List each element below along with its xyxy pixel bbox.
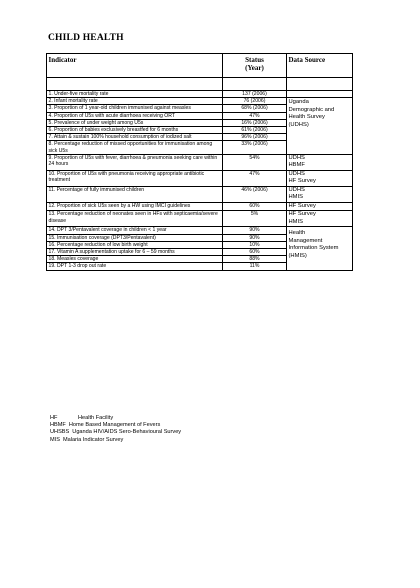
status-cell: 47%	[223, 112, 287, 119]
status-cell: 10%	[223, 241, 287, 248]
legend-meaning: Uganda HIV/AIDS Sero-Behavioural Survey	[72, 429, 182, 436]
table-row	[47, 91, 353, 98]
legend-item	[50, 429, 181, 436]
legend-meaning: Health Facility	[78, 415, 114, 421]
indicator-cell: 16. Percentage reduction of low birth weight	[47, 241, 223, 248]
source-line: (UDHS)	[288, 121, 309, 128]
source-line: HMIS	[288, 218, 303, 225]
indicator-cell: 4. Proportion of U5s with acute diarrhoea receiving ORT	[47, 112, 223, 119]
legend-abbreviation: MIS	[50, 436, 60, 443]
source-line: HMIS	[288, 194, 303, 201]
status-cell: 16% (2006)	[223, 119, 287, 126]
source-line: Information System	[288, 245, 339, 252]
indicator-cell: 8. Percentage reduction of missed opportunities for immunisation among sick U5s	[47, 141, 223, 154]
indicator-cell: 10. Proportion of U5s with pneumonia receiving appropriate antibiotic treatment	[47, 170, 223, 186]
table-row	[47, 170, 353, 186]
legend-abbreviation: UHSBS	[50, 429, 70, 436]
status-cell: 68% (2006)	[223, 105, 287, 112]
legend-meaning: Malaria Indicator Survey	[62, 436, 124, 443]
source-cell	[287, 170, 353, 186]
source-line: Health Survey	[288, 114, 325, 121]
indicator-cell: 14. DPT 3/Pentavalent coverage in children < 1 year	[47, 227, 223, 234]
legend-abbreviation: HBMF	[50, 422, 66, 429]
page-title: CHILD HEALTH	[48, 33, 124, 43]
table-header-row	[47, 54, 353, 78]
status-cell: 47%	[223, 170, 287, 186]
indicator-cell: 7. Attain & sustain 100% household consumption of iodized salt	[47, 134, 223, 141]
indicator-cell: 6. Proportion of babies exclusively breastfed for 6 months	[47, 127, 223, 134]
indicator-cell: 11. Percentage of fully immunised children	[47, 186, 223, 202]
table-row	[47, 186, 353, 202]
source-cell	[287, 202, 353, 211]
status-cell: 5%	[223, 211, 287, 227]
source-line: HF Survey	[288, 202, 316, 209]
source-line: UDHS	[288, 170, 305, 177]
source-line: Uganda	[288, 99, 309, 106]
indicator-cell: 9. Proportion of U5s with fever, diarrhoea & pneumonia seeking care within 24 hours	[47, 154, 223, 170]
status-cell: 33% (2006)	[223, 141, 287, 154]
source-cell	[287, 186, 353, 202]
status-cell: 88%	[223, 256, 287, 263]
indicator-cell: 18. Measles coverage	[47, 256, 223, 263]
indicator-cell: 1. Under-five mortality rate	[47, 91, 223, 98]
source-cell	[287, 227, 353, 270]
legend-meaning: Home Based Management of Fevers	[68, 422, 161, 429]
source-line: Management	[288, 237, 323, 244]
source-line: HF Survey	[288, 178, 316, 185]
legend-item	[50, 437, 181, 444]
header-data-source: Data Source	[287, 54, 353, 78]
child-health-table	[46, 53, 353, 271]
legend-item	[50, 422, 181, 429]
source-line: HBMF	[288, 162, 305, 169]
source-line: Demographic and	[288, 106, 335, 113]
abbreviation-legend	[50, 415, 181, 444]
status-cell: 137 (2006)	[223, 91, 287, 98]
table-row	[47, 154, 353, 170]
status-cell: 76 (2006)	[223, 98, 287, 105]
status-cell: 90%	[223, 234, 287, 241]
status-cell: 61% (2006)	[223, 127, 287, 134]
status-cell: 46% (2006)	[223, 186, 287, 202]
status-cell: 60%	[223, 248, 287, 255]
source-cell	[287, 154, 353, 170]
indicator-cell: 17. Vitamin A supplementation uptake for 6 – 59 months	[47, 248, 223, 255]
spacer-row	[47, 78, 353, 91]
indicator-cell: 5. Prevalence of under weight among U5s	[47, 119, 223, 126]
table-row	[47, 227, 353, 234]
header-status: Status (Year)	[223, 54, 287, 78]
source-cell	[287, 211, 353, 227]
legend-abbreviation: HF	[50, 415, 58, 421]
source-cell	[287, 98, 353, 155]
source-line: (HMIS)	[288, 252, 307, 259]
source-cell	[287, 91, 353, 98]
status-cell: 54%	[223, 154, 287, 170]
status-cell: 60%	[223, 202, 287, 211]
legend-item	[50, 415, 181, 422]
table-row	[47, 98, 353, 105]
indicator-cell: 12. Proportion of sick U5s seen by a HW using IMCI guidelines	[47, 202, 223, 211]
header-indicator: Indicator	[47, 54, 223, 78]
table-row	[47, 202, 353, 211]
source-line: HF Survey	[288, 211, 316, 218]
status-cell: 90%	[223, 227, 287, 234]
indicator-cell: 13. Percentage reduction of neonates seen in HFs with septicaemia/severe disease	[47, 211, 223, 227]
indicator-cell: 3. Proportion of 1 year-old children immunised against measles	[47, 105, 223, 112]
status-cell: 96% (2006)	[223, 134, 287, 141]
indicator-cell: 15. Immunisation coverage (DPT3/Pentavalent)	[47, 234, 223, 241]
indicator-cell: 19. DPT 1-3 drop out rate	[47, 263, 223, 270]
source-line: UDHS	[288, 154, 305, 161]
table-row	[47, 211, 353, 227]
source-line: UDHS	[288, 186, 305, 193]
status-cell: 11%	[223, 263, 287, 270]
source-line: Health	[288, 230, 306, 237]
indicator-cell: 2. Infant mortality rate	[47, 98, 223, 105]
